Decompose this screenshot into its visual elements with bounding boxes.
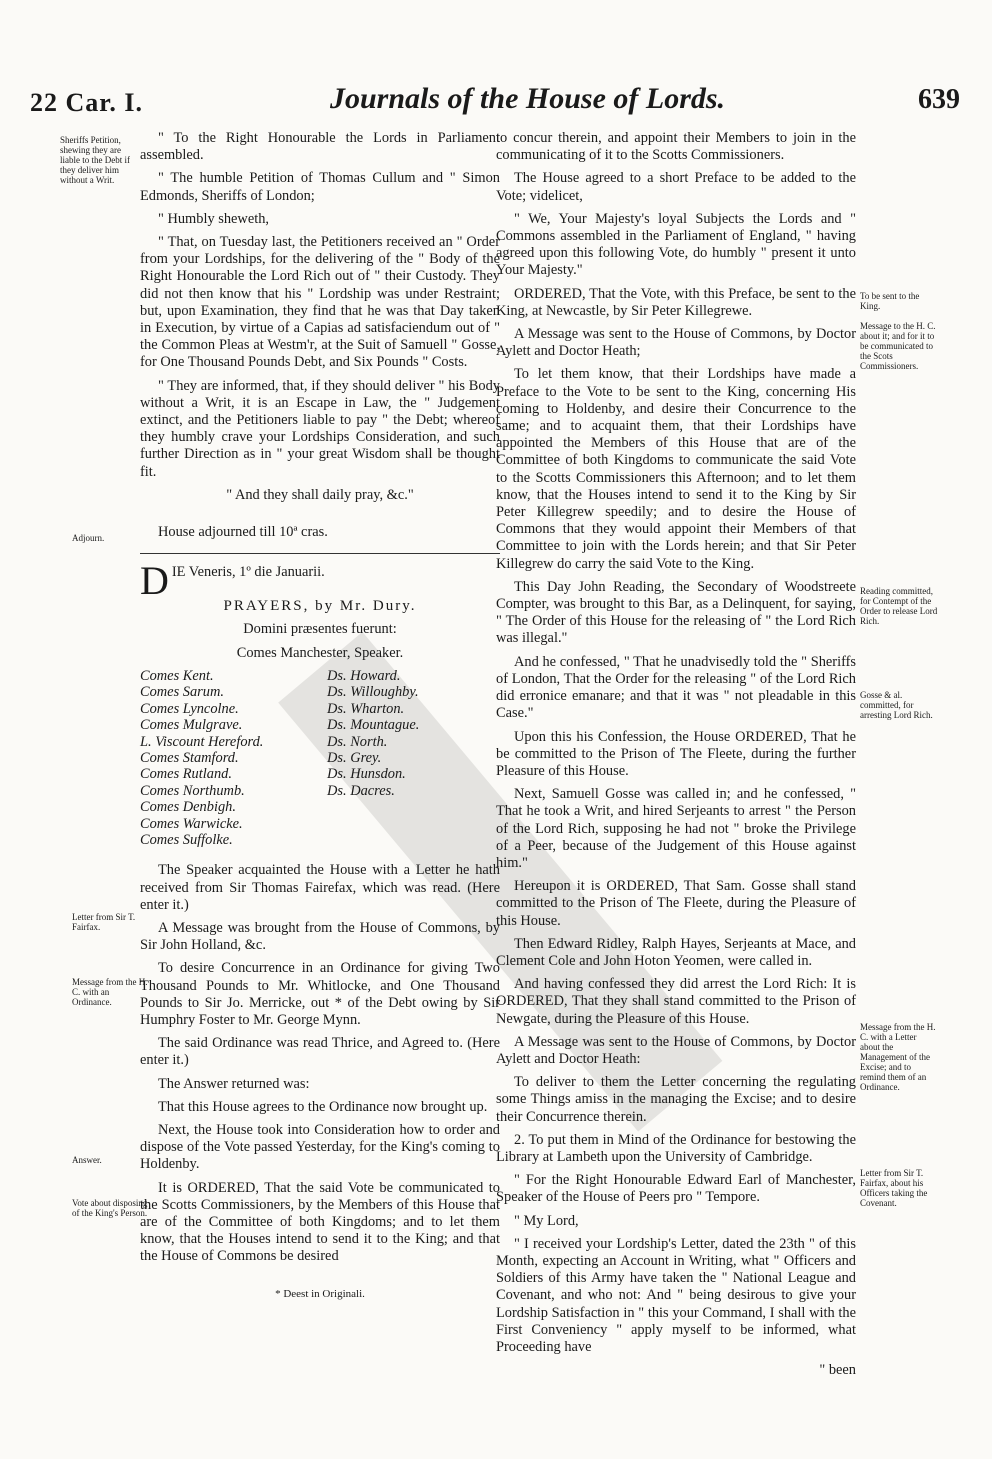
right-column (496, 130, 856, 1385)
lord-name: Comes Northumb. (140, 782, 245, 799)
lord-name: Comes Denbigh. (140, 799, 236, 816)
sitting-date: DIE Veneris, 1º die Januarii. (140, 558, 325, 604)
paragraph: The House agreed to a short Preface to be added to the Vote; videlicet, (496, 170, 856, 204)
lord-name: Ds. Willoughby. (327, 684, 419, 701)
lords-present-heading: Domini præsentes fuerunt: (243, 621, 397, 638)
lords-present-list (140, 668, 500, 848)
lord-name: L. Viscount Hereford. (140, 733, 264, 750)
margin-note: Message to the H. C. about it; and for it to be communicated to the Scots Commissioners. (860, 321, 936, 371)
petition-sheweth: " Humbly sheweth, (158, 210, 269, 227)
petition-paragraph: " They are informed, that, if they should deliver " his Body without a Writ, it is an Escape in Law, the " Judgement extinct, and the Petitioners liable to pay " the Debt; whereof they humbly crave your Lordships Consideration, and such further Direction as in " your great Wisdom shall be thought fit. (140, 377, 500, 480)
lord-name: Ds. Howard. (327, 667, 401, 684)
petition-closing: " And they shall daily pray, &c." (226, 486, 414, 503)
lord-name: Ds. North. (327, 733, 388, 750)
lord-name: Ds. Hunsdon. (327, 766, 406, 783)
paragraph: A Message was sent to the House of Commons, by Doctor Aylett and Doctor Heath: (496, 1033, 856, 1067)
paragraph: Next, the House took into Consideration how to order and dispose of the Vote passed Yesterday, for the King's coming to Holdenby. (140, 1121, 500, 1173)
catchword: " been (819, 1362, 856, 1379)
lord-name: Ds. Mountague. (327, 717, 420, 734)
letter-body: " I received your Lordship's Letter, dated the 23th " of this Month, expecting an Account in Writing, what " Officers and Soldiers of this Army have taken the " National League and Covenant, and who not: And " being desirous to give your Lordship Satisfaction in " this your Command, I shall with the First Conveniency " apply myself to be informed, what Proceeding have (496, 1235, 856, 1355)
lord-name: Ds. Grey. (327, 749, 382, 766)
prayers-line: PRAYERS, by Mr. Dury. (223, 598, 417, 615)
left-column (140, 130, 500, 1303)
margin-note: Gosse & al. committed, for arresting Lord Rich. (860, 690, 933, 720)
paragraph: That this House agrees to the Ordinance now brought up. (158, 1098, 488, 1115)
lord-name: Comes Kent. (140, 667, 214, 684)
lord-name: Comes Rutland. (140, 766, 232, 783)
paragraph: The Speaker acquainted the House with a Letter he hath received from Sir Thomas Fairefax, which was read. (Here enter it.) (140, 862, 500, 913)
paragraph: The Answer returned was: (158, 1075, 310, 1092)
paragraph: And he confessed, " That he unadvisedly told the " Sheriffs of London, That the Order for the releasing " of the Lord Rich did erronice emanare; and that it was " not pleadable in this Case." (496, 653, 856, 722)
margin-note: Letter from Sir T. Fairfax. (72, 912, 136, 932)
speaker-line: Comes Manchester, Speaker. (236, 644, 404, 661)
lord-name: Comes Stamford. (140, 749, 239, 766)
margin-note: Letter from Sir T. Fairfax, about his Officers taking the Covenant. (860, 1168, 928, 1208)
paragraph: It is ORDERED, That the said Vote be communicated to the Scotts Commissioners, by the Members of this House that are of the Committee of both Kingdoms; and to let them know, that the Houses intend to send it to the King; and that the House of Commons be desired (140, 1179, 500, 1265)
margin-note: Adjourn. (72, 533, 105, 543)
running-head-title: Journals of the House of Lords. (330, 82, 726, 115)
paragraph: To deliver to them the Letter concerning the regulating some Things amiss in the managing the Excise; and to desire their Concurrence therein. (496, 1074, 856, 1125)
letter-address: " For the Right Honourable Edward Earl of Manchester, Speaker of the House of Peers pro " Tempore. (496, 1172, 856, 1206)
paragraph: " We, Your Majesty's loyal Subjects the Lords and " Commons assembled in the Parliament of England, " having agreed upon this following Vote, do humbly " present it unto Your Majesty." (496, 210, 856, 279)
margin-note: To be sent to the King. (860, 291, 920, 311)
letter-salutation: " My Lord, (514, 1212, 579, 1229)
lord-name: Comes Warwicke. (140, 815, 243, 832)
lord-name: Ds. Wharton. (327, 700, 405, 717)
lord-name: Comes Suffolke. (140, 831, 233, 848)
paragraph: To let them know, that their Lordships have made a Preface to the Vote to be sent to the King, concerning His coming to Holdenby, and desire their Concurrence to the same; and to acquaint them, that their Lordships have appointed the Members of this House that are of the Committee of both Kingdoms to communicate the said Vote to the Scotts Commissioners this Afternoon; and to let them know, that the Houses intend to send it to the King by Sir Peter Killegrew speedily; and to desire the House of Commons that they would appoint their Members of that Committee to join with the Lords herein; and that Sir Peter Killegrew do carry the said Vote to the King. (496, 366, 856, 572)
petition-address: " To the Right Honourable the Lords in Parliament assembled. (140, 130, 500, 164)
lord-name: Ds. Dacres. (327, 782, 395, 799)
margin-note: Sheriffs Petition, shewing they are liable to the Debt if they deliver him without a Writ. (60, 135, 130, 185)
paragraph: 2. To put them in Mind of the Ordinance for bestowing the Library at Lambeth upon the University of Cambridge. (496, 1131, 856, 1165)
page-number: 639 (918, 84, 960, 115)
paragraph: A Message was sent to the House of Commons, by Doctor Aylett and Doctor Heath; (496, 326, 856, 360)
paragraph: Next, Samuell Gosse was called in; and he confessed, " That he took a Writ, and hired Serjeants to arrest " the Person of the Lord Rich, supposing he had not " broke the Privilege of a Peer, because of the Judgement of this House against him." (496, 786, 856, 871)
paragraph: ORDERED, That the Vote, with this Preface, be sent to the King, at Newcastle, by Sir Peter Killegrewe. (496, 285, 856, 319)
paragraph: To desire Concurrence in an Ordinance for giving Two Thousand Pounds to Mr. Whitlocke, and One Thousand Pounds to Sir Jo. Merricke, out * of the Debt owing by Sir Humphry Foster to Mr. George Mynn. (140, 960, 500, 1028)
margin-note: Vote about disposing of the King's Person. (72, 1198, 148, 1218)
lord-name: Comes Mulgrave. (140, 717, 243, 734)
paragraph: And having confessed they did arrest the Lord Rich: It is ORDERED, That they shall stand committed to the Prison of Newgate, during the Pleasure of this House. (496, 976, 856, 1027)
margin-note: Answer. (72, 1155, 102, 1165)
margin-note: Message from the H. C. with a Letter about the Management of the Excise; and to remind them of an Ordinance. (860, 1022, 936, 1092)
adjournment: House adjourned till 10ª cras. (158, 524, 328, 541)
paragraph: to concur therein, and appoint their Members to join in the communicating of it to the Scotts Commissioners. (496, 130, 856, 164)
paragraph: The said Ordinance was read Thrice, and Agreed to. (Here enter it.) (140, 1035, 500, 1069)
running-head-regnal-year: 22 Car. I. (30, 88, 144, 117)
lord-name: Comes Lyncolne. (140, 700, 239, 717)
paragraph: Then Edward Ridley, Ralph Hayes, Serjeants at Mace, and Clement Cole and John Hoton Yeomen, were called in. (496, 935, 856, 969)
margin-note: Message from the H. C. with an Ordinance. (72, 977, 148, 1007)
paragraph: A Message was brought from the House of Commons, by Sir John Holland, &c. (140, 919, 500, 954)
petition-paragraph: " That, on Tuesday last, the Petitioners received an " Order from your Lordships, for the delivering of the " Body of the Right Honourable the Lord Rich out of " their Custody. They did not then know that his " Lordship was under Restraint; but, upon Examination, they find that he was that Day taken in Execution, by virtue of a Capias ad satisfaciendum out of " the Common Pleas at Westm'r, at the Suit of Samuell " Gosse, for One Thousand Pounds Debt, and Six Pounds " Costs. (140, 234, 500, 371)
section-rule (140, 553, 500, 554)
footnote: * Deest in Originali. (275, 1287, 365, 1300)
paragraph: Hereupon it is ORDERED, That Sam. Gosse shall stand committed to the Prison of The Fleete, during the Pleasure of this House. (496, 878, 856, 929)
paragraph: This Day John Reading, the Secondary of Woodstreete Compter, was brought to this Bar, as a Delinquent, for saying, " The Order of this House for the releasing of " the Lord Rich was illegal." (496, 578, 856, 647)
lord-name: Comes Sarum. (140, 684, 224, 701)
paragraph: Upon this his Confession, the House ORDERED, That he be committed to the Prison of The Fleete, during the further Pleasure of this House. (496, 728, 856, 779)
margin-note: Reading committed, for Contempt of the Order to release Lord Rich. (860, 586, 938, 626)
petition-title: " The humble Petition of Thomas Cullum and " Simon Edmonds, Sheriffs of London; (140, 170, 500, 204)
